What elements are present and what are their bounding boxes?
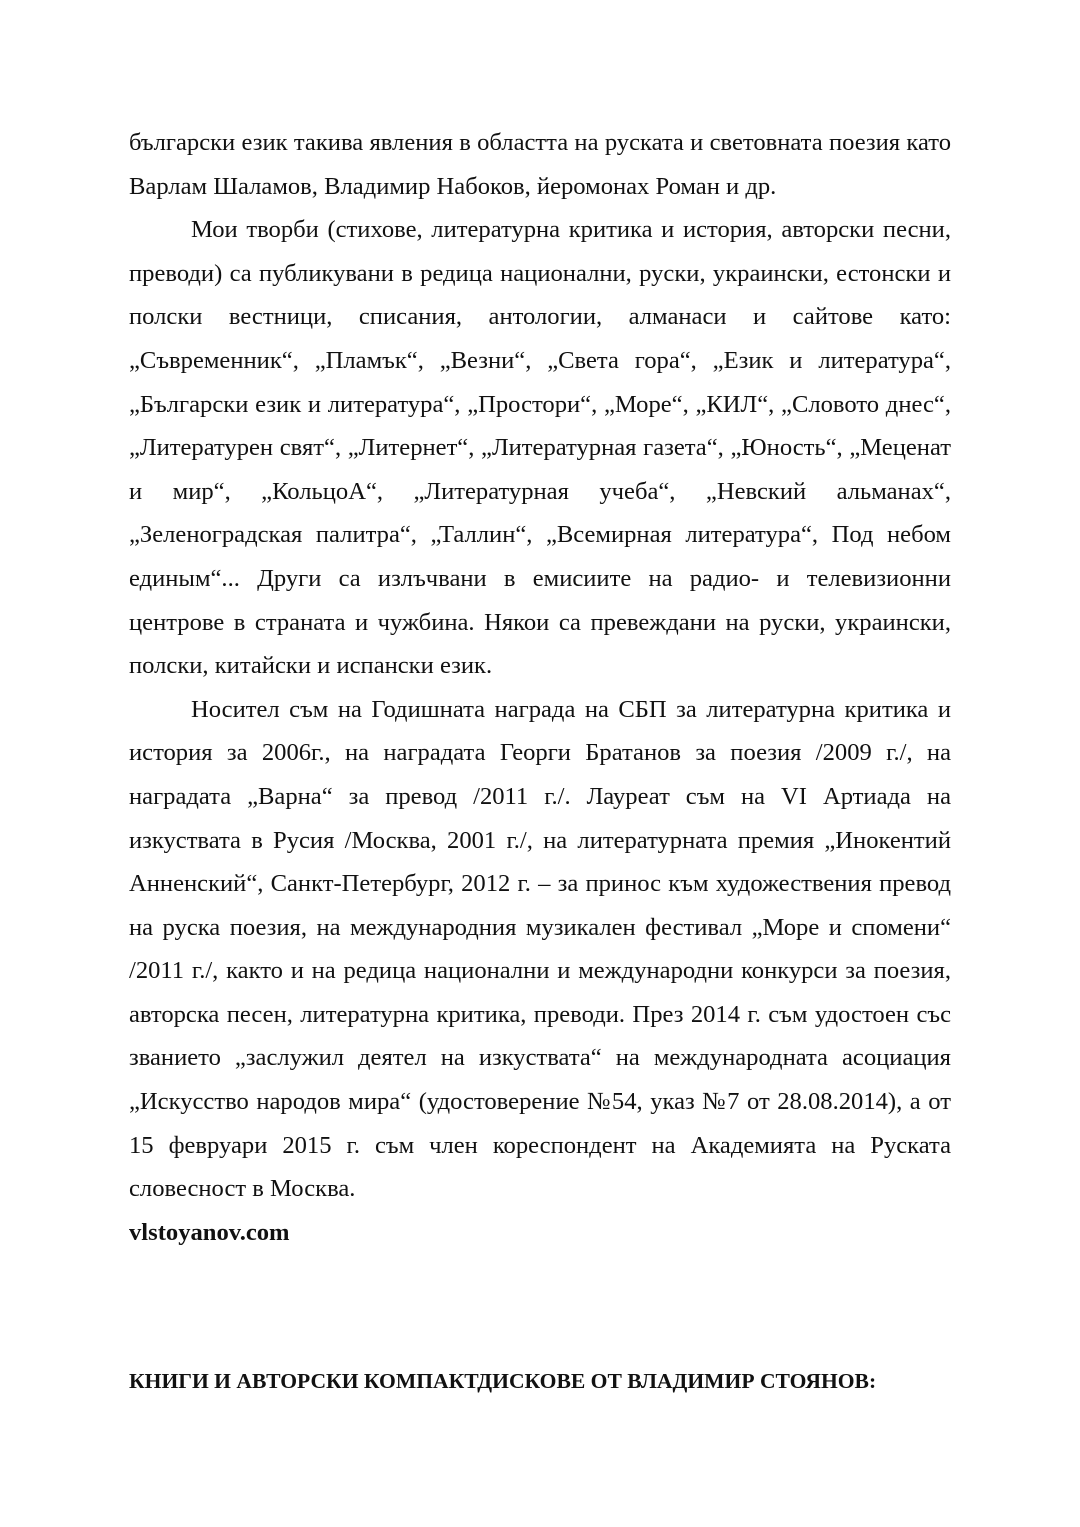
paragraph-translations-continued: български език такива явления в областта на руската и световната поезия като Варлам Шаламов, Владимир Набоков, йеромонах Роман и др.	[129, 129, 951, 200]
paragraph-awards: Носител съм на Годишната награда на СБП за литературна критика и история за 2006г., на наградата Георги Братанов за поезия /2009 г./, на наградата „Варна“ за превод /2011 г./. Лауреат съм на VI Артиада на изкуствата в Русия /Москва, 2001 г./, на литературната премия „Инокентий Анненский“, Санкт-Петербург, 2012 г. – за принос към художествения превод на руска поезия, на международния музикален фестивал „Море и спомени“ /2011 г./, както и на редица национални и международни конкурси за поезия, авторска песен, литературна критика, преводи. През 2014 г. съм удостоен със званието „заслужил деятел на изкуствата“ на международната асоциация „Искусство народов мира“ (удостоверение №54, указ №7 от 28.08.2014), а от 15 февруари 2015 г. съм член кореспондент на Академията на Руската словесност в Москва.	[129, 695, 951, 1203]
document-body	[129, 121, 951, 1254]
books-section-heading: КНИГИ И АВТОРСКИ КОМПАКТДИСКОВЕ ОТ ВЛАДИМИР СТОЯНОВ:	[129, 1369, 877, 1393]
website-link[interactable]: vlstoyanov.com	[129, 1218, 290, 1246]
paragraph-publications: Мои творби (стихове, литературна критика и история, авторски песни, преводи) са публикувани в редица национални, руски, украински, естонски и полски вестници, списания, антологии, алманаси и сайтове като: „Съвременник“, „Пламък“, „Везни“, „Света гора“, „Език и литература“, „Български език и литература“, „Простори“, „Море“, „КИЛ“, „Словото днес“, „Литературен свят“, „Литернет“, „Литературная газета“, „Юность“, „Меценат и мир“, „КольцоА“, „Литературная учеба“, „Невский альманах“, „Зеленоградская палитра“, „Таллин“, „Всемирная литература“, Под небом единым“... Други са излъчвани в емисиите на радио- и телевизионни центрове в страната и чужбина. Някои са превеждани на руски, украински, полски, китайски и испански език.	[129, 216, 951, 680]
